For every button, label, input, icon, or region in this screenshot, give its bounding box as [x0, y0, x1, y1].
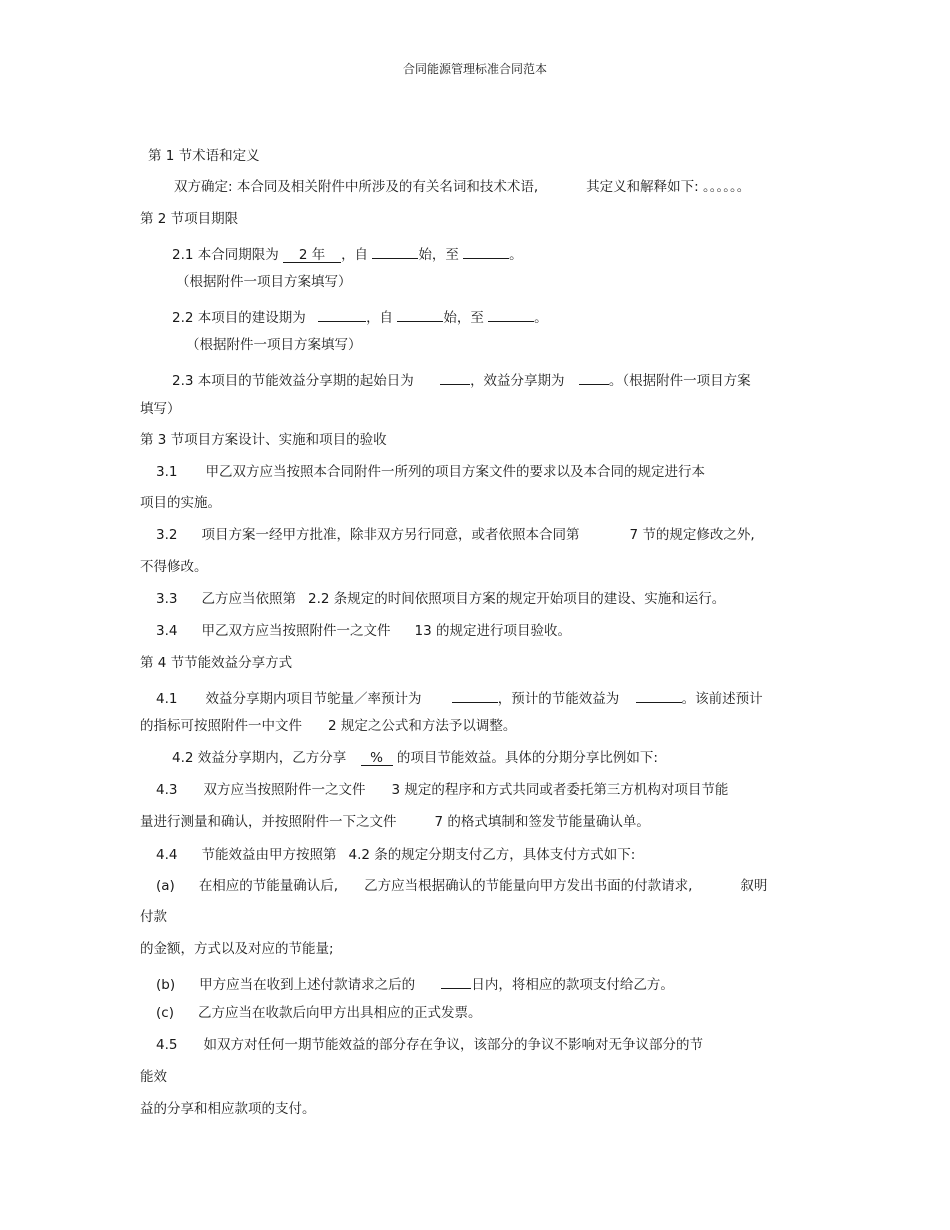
clause-4-3: [156, 781, 728, 799]
clause-number: 3.3: [156, 591, 178, 607]
text: 。该前述预计: [681, 691, 763, 707]
wrapped-line: 不得修改。: [140, 559, 208, 575]
clause-3-1: [156, 463, 705, 481]
text: 2.2 条规定的时间依照项目方案的规定开始项目的建设、实施和运行。: [307, 591, 726, 607]
text: 量进行测量和确认，并按照附件一下之文件: [140, 814, 397, 830]
text: 。: [509, 247, 523, 263]
blank-share-start: [440, 368, 470, 385]
item-label: (a): [156, 878, 175, 894]
clause-2-3: [172, 368, 751, 390]
text: 如双方对任何一期节能效益的部分存在争议，该部分的争议不影响对无争议部分的节: [203, 1037, 703, 1053]
section-1-heading: 第 1 节术语和定义: [148, 148, 260, 164]
clause-2-1: [172, 242, 523, 264]
wrapped-line: [140, 813, 650, 831]
blank-payment-days: [441, 972, 471, 989]
text: 甲方应当在收到上述付款请求之后的: [199, 977, 416, 993]
text: 乙方应当依照第: [201, 591, 296, 607]
blank-contract-term: 2 年: [283, 246, 341, 263]
text: 双方确定: 本合同及相关附件中所涉及的有关名词和技术术语,: [174, 179, 539, 195]
blank-energy-saving-rate: [452, 686, 498, 703]
item-label: (c): [156, 1005, 174, 1021]
clause-number: 3.2: [156, 527, 178, 543]
paragraph-1-line: [174, 178, 750, 196]
blank-share-period: [579, 368, 609, 385]
text: 始，至: [418, 247, 459, 263]
wrapped-line: 付款: [140, 909, 167, 925]
section-4-heading: 第 4 节节能效益分享方式: [140, 655, 293, 671]
item-b: [156, 972, 674, 994]
item-a: [156, 877, 767, 895]
text: 的项目节能效益。具体的分期分享比例如下:: [396, 750, 658, 766]
text: 始，至: [443, 310, 484, 326]
text: 4.2 条的规定分期支付乙方，具体支付方式如下:: [348, 847, 636, 863]
item-label: (b): [156, 977, 176, 993]
clause-3-2: [156, 526, 755, 544]
text: ，预计的节能效益为: [497, 691, 620, 707]
text: 7 的格式填制和签发节能量确认单。: [434, 814, 650, 830]
clause-number: 4.4: [156, 847, 178, 863]
clause-number: 3.1: [156, 464, 178, 480]
text: 甲乙双方应当按照本合同附件一所列的项目方案文件的要求以及本合同的规定进行本: [205, 464, 705, 480]
clause-4-4: [156, 846, 635, 864]
blank-end-date: [488, 305, 534, 322]
clause-number: 4.5: [156, 1037, 178, 1053]
note-line: （根据附件一项目方案填写）: [176, 274, 352, 290]
clause-number: 4.1: [156, 691, 178, 707]
clause-4-1: [156, 686, 763, 708]
wrapped-line: 益的分享和相应款项的支付。: [140, 1101, 316, 1117]
section-3-heading: 第 3 节项目方案设计、实施和项目的验收: [140, 432, 387, 448]
text: 。: [534, 310, 548, 326]
note-line: （根据附件一项目方案填写）: [186, 337, 362, 353]
wrapped-line: 能效: [140, 1069, 167, 1085]
item-c: [156, 1004, 481, 1022]
clause-number: 4.3: [156, 782, 178, 798]
text: 2 规定之公式和方法予以调整。: [328, 718, 517, 734]
text: 效益分享期内项目节鸵量／率预计为: [205, 691, 422, 707]
text: 乙方应当根据确认的节能量向甲方发出书面的付款请求,: [364, 878, 693, 894]
blank-end-date: [463, 242, 509, 259]
text: 项目方案一经甲方批准，除非双方另行同意，或者依照本合同第: [201, 527, 580, 543]
text: ，自: [366, 310, 394, 326]
clause-3-4: [156, 622, 571, 640]
text: ，效益分享期为: [470, 373, 565, 389]
clause-2-2: [172, 305, 548, 327]
text: 叙明: [740, 878, 768, 894]
text: 。（根据附件一项目方案: [608, 373, 751, 389]
text: 2.1 本合同期限为: [172, 247, 279, 263]
blank-saving-benefit: [636, 686, 682, 703]
text: 2.3 本项目的节能效益分享期的起始日为: [172, 373, 414, 389]
text: 其定义和解释如下: 。。。。。。: [586, 179, 751, 195]
text: 3 规定的程序和方式共同或者委托第三方机构对项目节能: [391, 782, 729, 798]
wrapped-line: 的金额，方式以及对应的节能量;: [140, 941, 334, 957]
blank-build-period: [318, 305, 366, 322]
blank-start-date: [372, 242, 418, 259]
document-header: 合同能源管理标准合同范本: [402, 62, 547, 76]
wrapped-line: 项目的实施。: [140, 495, 221, 511]
text: 甲乙双方应当按照附件一之文件: [201, 623, 391, 639]
clause-4-2: [172, 749, 658, 767]
blank-start-date: [397, 305, 443, 322]
text: 在相应的节能量确认后,: [198, 878, 339, 894]
text: 13 的规定进行项目验收。: [414, 623, 571, 639]
section-2-heading: 第 2 节项目期限: [140, 211, 239, 227]
clause-4-5: [156, 1036, 703, 1054]
text: 的指标可按照附件一中文件: [140, 718, 302, 734]
text: 双方应当按照附件一之文件: [203, 782, 366, 798]
text: 2.2 本项目的建设期为: [172, 310, 306, 326]
text: 乙方应当在收款后向甲方出具相应的正式发票。: [197, 1005, 482, 1021]
wrapped-line: 填写）: [140, 401, 181, 417]
text: 节能效益由甲方按照第: [201, 847, 337, 863]
wrapped-line: [140, 717, 516, 735]
text: 日内，将相应的款项支付给乙方。: [471, 977, 674, 993]
text: 4.2 效益分享期内，乙方分享: [172, 750, 347, 766]
text: 7 节的规定修改之外,: [629, 527, 755, 543]
text: ，自: [341, 247, 369, 263]
clause-3-3: [156, 590, 725, 608]
blank-share-percent: %: [361, 749, 393, 766]
clause-number: 3.4: [156, 623, 178, 639]
